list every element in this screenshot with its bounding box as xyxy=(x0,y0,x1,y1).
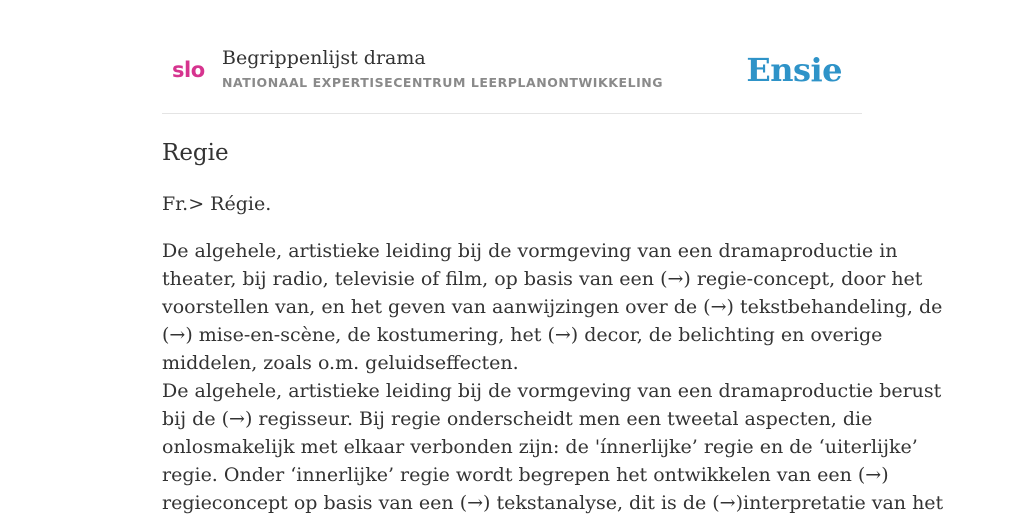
dictionary-title[interactable]: Begrippenlijst drama xyxy=(222,47,426,69)
entry-definition xyxy=(162,237,944,517)
definition-line: regieconcept op basis van een (→) tekstanalyse, dit is de (→)interpretatie van het xyxy=(162,492,944,514)
definition-line: voorstellen van, en het geven van aanwijzingen over de (→) tekstbehandeling, de xyxy=(162,296,943,318)
entry-term: Regie xyxy=(162,140,229,166)
ensie-logo[interactable]: Ensie xyxy=(746,51,842,89)
definition-line: theater, bij radio, televisie of film, op basis van een (→) regie-concept, door het xyxy=(162,268,923,290)
entry-etymology: Fr.> Régie. xyxy=(162,193,272,215)
definition-line: bij de (→) regisseur. Bij regie onderscheidt men een tweetal aspecten, die xyxy=(162,408,873,430)
definition-line: onlosmakelijk met elkaar verbonden zijn: de 'ínnerlijke’ regie en de ‘uiterlijke’ xyxy=(162,436,918,458)
definition-line: (→) mise-en-scène, de kostumering, het (→) decor, de belichting en overige xyxy=(162,324,883,346)
slo-logo[interactable]: slo xyxy=(172,58,205,82)
definition-line: middelen, zoals o.m. geluidseffecten. xyxy=(162,352,519,374)
entry-content xyxy=(162,138,944,517)
site-header xyxy=(162,0,862,114)
definition-line: De algehele, artistieke leiding bij de vormgeving van een dramaproductie berust xyxy=(162,380,942,402)
definition-line: De algehele, artistieke leiding bij de vormgeving van een dramaproductie in xyxy=(162,240,898,262)
page xyxy=(162,0,944,517)
definition-line: regie. Onder ‘innerlijke’ regie wordt begrepen het ontwikkelen van een (→) xyxy=(162,464,889,486)
publisher-subtitle: NATIONAAL EXPERTISECENTRUM LEERPLANONTWIKKELING xyxy=(222,75,664,90)
